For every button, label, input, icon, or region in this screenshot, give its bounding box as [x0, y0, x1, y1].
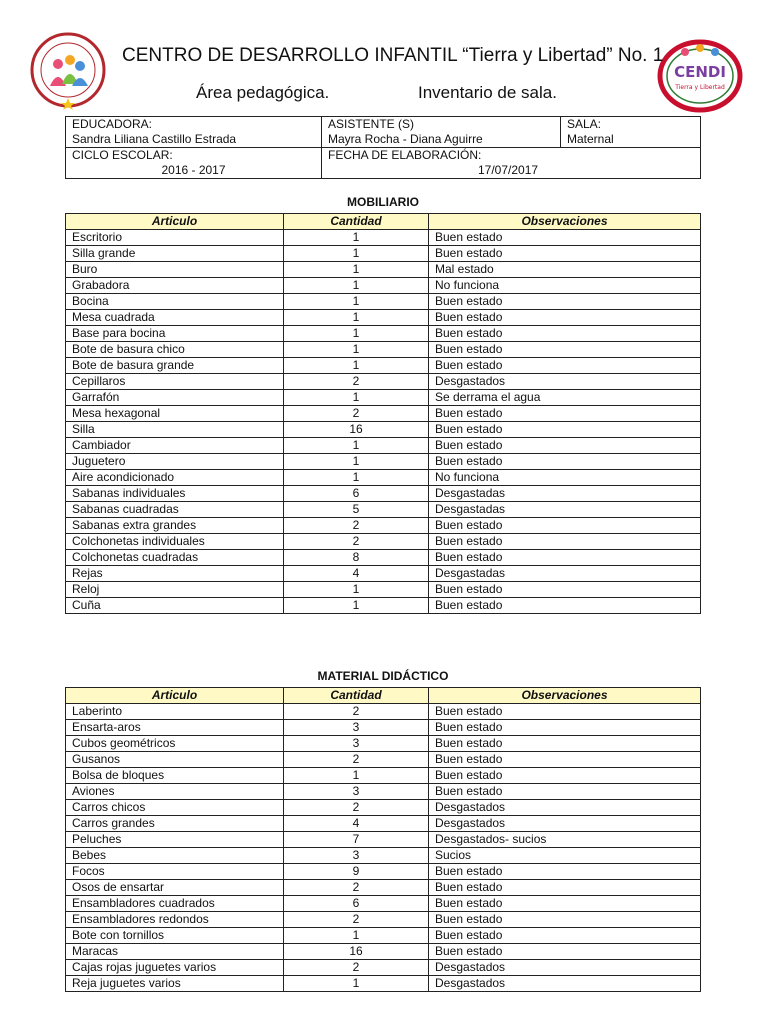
- cell-cantidad: 3: [284, 784, 429, 800]
- cell-observaciones: Buen estado: [429, 294, 701, 310]
- cell-observaciones: Buen estado: [429, 598, 701, 614]
- table-header-row: [66, 214, 701, 230]
- table-row: [66, 470, 701, 486]
- cell-cantidad: 3: [284, 720, 429, 736]
- cell-articulo: Ensarta-aros: [66, 720, 284, 736]
- cendi-logo: [655, 34, 745, 114]
- table-row: [66, 358, 701, 374]
- cell-cantidad: 1: [284, 390, 429, 406]
- cell-articulo: Bote de basura chico: [66, 342, 284, 358]
- cell-cantidad: 1: [284, 342, 429, 358]
- table-row: [66, 912, 701, 928]
- table-row: [66, 390, 701, 406]
- table-row: [66, 278, 701, 294]
- cell-cantidad: 1: [284, 358, 429, 374]
- cell-articulo: Grabadora: [66, 278, 284, 294]
- cell-observaciones: Desgastados- sucios: [429, 832, 701, 848]
- cell-observaciones: Desgastados: [429, 960, 701, 976]
- cell-observaciones: Buen estado: [429, 550, 701, 566]
- cell-observaciones: Buen estado: [429, 310, 701, 326]
- cell-cantidad: 1: [284, 310, 429, 326]
- cell-articulo: Cambiador: [66, 438, 284, 454]
- cell-articulo: Buro: [66, 262, 284, 278]
- institute-seal-logo: [28, 30, 108, 110]
- mobiliario-table: [65, 213, 701, 614]
- material-title: MATERIAL DIDÁCTICO: [317, 669, 449, 683]
- table-header-row: [66, 688, 701, 704]
- cell-observaciones: Desgastados: [429, 976, 701, 992]
- cell-articulo: Bocina: [66, 294, 284, 310]
- cendi-logo-text: CENDI: [674, 63, 726, 81]
- cell-articulo: Ensambladores cuadrados: [66, 896, 284, 912]
- cell-observaciones: No funciona: [429, 470, 701, 486]
- cell-articulo: Cajas rojas juguetes varios: [66, 960, 284, 976]
- cell-observaciones: Buen estado: [429, 752, 701, 768]
- cell-articulo: Base para bocina: [66, 326, 284, 342]
- table-row: [66, 704, 701, 720]
- cell-observaciones: Buen estado: [429, 880, 701, 896]
- cell-articulo: Bolsa de bloques: [66, 768, 284, 784]
- ciclo-label: CICLO ESCOLAR:: [72, 148, 173, 162]
- cell-cantidad: 1: [284, 294, 429, 310]
- cell-observaciones: Buen estado: [429, 326, 701, 342]
- table-row: [66, 582, 701, 598]
- header-articulo: Articulo: [66, 688, 284, 704]
- table-row: [66, 550, 701, 566]
- cell-articulo: Rejas: [66, 566, 284, 582]
- cell-articulo: Cepillaros: [66, 374, 284, 390]
- table-row: [66, 928, 701, 944]
- cell-observaciones: Buen estado: [429, 928, 701, 944]
- asistente-value: Mayra Rocha - Diana Aguirre: [328, 132, 483, 146]
- cell-cantidad: 2: [284, 752, 429, 768]
- cell-articulo: Bote con tornillos: [66, 928, 284, 944]
- cell-observaciones: Mal estado: [429, 262, 701, 278]
- cell-cantidad: 8: [284, 550, 429, 566]
- cell-cantidad: 1: [284, 262, 429, 278]
- cell-articulo: Cubos geométricos: [66, 736, 284, 752]
- cell-observaciones: Buen estado: [429, 582, 701, 598]
- cell-articulo: Cuña: [66, 598, 284, 614]
- table-row: [66, 784, 701, 800]
- cell-observaciones: Buen estado: [429, 912, 701, 928]
- table-row: [66, 752, 701, 768]
- cell-articulo: Focos: [66, 864, 284, 880]
- table-row: [66, 342, 701, 358]
- ciclo-value: 2016 - 2017: [161, 163, 226, 177]
- cell-articulo: Colchonetas individuales: [66, 534, 284, 550]
- cell-cantidad: 3: [284, 848, 429, 864]
- cell-cantidad: 2: [284, 880, 429, 896]
- table-row: [66, 566, 701, 582]
- cell-cantidad: 7: [284, 832, 429, 848]
- cell-observaciones: Buen estado: [429, 896, 701, 912]
- sala-label: SALA:: [567, 117, 602, 131]
- cell-cantidad: 3: [284, 736, 429, 752]
- header-cantidad: Cantidad: [284, 214, 429, 230]
- subtitle: [196, 83, 557, 103]
- header-observaciones: Observaciones: [429, 214, 701, 230]
- table-row: [66, 800, 701, 816]
- table-row: [66, 896, 701, 912]
- table-row: [66, 310, 701, 326]
- cell-articulo: Bebes: [66, 848, 284, 864]
- cell-articulo: Peluches: [66, 832, 284, 848]
- cell-cantidad: 2: [284, 912, 429, 928]
- table-row: [66, 374, 701, 390]
- table-row: [66, 246, 701, 262]
- cell-articulo: Osos de ensartar: [66, 880, 284, 896]
- cell-observaciones: Buen estado: [429, 438, 701, 454]
- table-row: [66, 944, 701, 960]
- table-row: [66, 534, 701, 550]
- cell-articulo: Garrafón: [66, 390, 284, 406]
- cell-cantidad: 16: [284, 944, 429, 960]
- table-row: [66, 832, 701, 848]
- cell-observaciones: Buen estado: [429, 358, 701, 374]
- cell-articulo: Colchonetas cuadradas: [66, 550, 284, 566]
- info-table: [65, 116, 701, 179]
- table-row: [66, 262, 701, 278]
- cell-observaciones: Buen estado: [429, 720, 701, 736]
- cell-cantidad: 4: [284, 566, 429, 582]
- table-row: [66, 518, 701, 534]
- cell-articulo: Mesa hexagonal: [66, 406, 284, 422]
- cendi-logo-subtext: Tierra y Libertad: [675, 84, 725, 91]
- cell-cantidad: 2: [284, 960, 429, 976]
- cell-articulo: Juguetero: [66, 454, 284, 470]
- cell-cantidad: 1: [284, 582, 429, 598]
- cell-cantidad: 2: [284, 704, 429, 720]
- ciclo-cell: [66, 148, 322, 179]
- cell-cantidad: 1: [284, 230, 429, 246]
- table-row: [66, 454, 701, 470]
- cell-observaciones: Buen estado: [429, 704, 701, 720]
- table-row: [66, 438, 701, 454]
- cell-articulo: Sabanas individuales: [66, 486, 284, 502]
- table-row: [66, 720, 701, 736]
- fecha-cell: [322, 148, 701, 179]
- cell-cantidad: 2: [284, 374, 429, 390]
- cell-observaciones: Buen estado: [429, 534, 701, 550]
- cell-articulo: Carros chicos: [66, 800, 284, 816]
- table-row: [66, 736, 701, 752]
- cell-cantidad: 2: [284, 518, 429, 534]
- sala-value: Maternal: [567, 132, 614, 146]
- cell-articulo: Reja juguetes varios: [66, 976, 284, 992]
- table-row: [66, 294, 701, 310]
- cell-observaciones: Buen estado: [429, 518, 701, 534]
- cell-cantidad: 4: [284, 816, 429, 832]
- cell-observaciones: Buen estado: [429, 864, 701, 880]
- cell-cantidad: 16: [284, 422, 429, 438]
- cell-cantidad: 2: [284, 800, 429, 816]
- cell-observaciones: Buen estado: [429, 768, 701, 784]
- cell-observaciones: Buen estado: [429, 406, 701, 422]
- educadora-label: EDUCADORA:: [72, 117, 153, 131]
- cell-observaciones: No funciona: [429, 278, 701, 294]
- page-title: CENTRO DE DESARROLLO INFANTIL “Tierra y Libertad” No. 1: [122, 45, 664, 66]
- cell-articulo: Carros grandes: [66, 816, 284, 832]
- cell-observaciones: Buen estado: [429, 246, 701, 262]
- fecha-label: FECHA DE ELABORACIÓN:: [328, 148, 482, 162]
- cell-cantidad: 1: [284, 598, 429, 614]
- cell-cantidad: 1: [284, 246, 429, 262]
- mobiliario-title: MOBILIARIO: [347, 195, 419, 209]
- cell-observaciones: Buen estado: [429, 784, 701, 800]
- table-row: [66, 406, 701, 422]
- cell-observaciones: Desgastados: [429, 374, 701, 390]
- sala-cell: [561, 117, 701, 148]
- cell-articulo: Aire acondicionado: [66, 470, 284, 486]
- cell-cantidad: 2: [284, 406, 429, 422]
- educadora-value: Sandra Liliana Castillo Estrada: [72, 132, 237, 146]
- cell-cantidad: 5: [284, 502, 429, 518]
- cell-observaciones: Sucios: [429, 848, 701, 864]
- table-row: [66, 502, 701, 518]
- cell-cantidad: 1: [284, 976, 429, 992]
- table-row: [66, 816, 701, 832]
- cell-observaciones: Buen estado: [429, 422, 701, 438]
- area-label: Área pedagógica.: [196, 83, 330, 102]
- table-row: [66, 326, 701, 342]
- cell-cantidad: 1: [284, 326, 429, 342]
- header-cantidad: Cantidad: [284, 688, 429, 704]
- cell-cantidad: 2: [284, 534, 429, 550]
- material-table: [65, 687, 701, 992]
- cell-articulo: Sabanas cuadradas: [66, 502, 284, 518]
- cell-articulo: Bote de basura grande: [66, 358, 284, 374]
- table-row: [66, 598, 701, 614]
- cell-articulo: Escritorio: [66, 230, 284, 246]
- cell-cantidad: 1: [284, 768, 429, 784]
- cell-cantidad: 1: [284, 278, 429, 294]
- table-row: [66, 880, 701, 896]
- cell-observaciones: Desgastados: [429, 800, 701, 816]
- cell-articulo: Ensambladores redondos: [66, 912, 284, 928]
- cell-articulo: Reloj: [66, 582, 284, 598]
- table-row: [66, 422, 701, 438]
- table-row: [66, 960, 701, 976]
- cell-cantidad: 1: [284, 438, 429, 454]
- cell-observaciones: Desgastadas: [429, 486, 701, 502]
- cell-observaciones: Desgastadas: [429, 566, 701, 582]
- cell-observaciones: Buen estado: [429, 944, 701, 960]
- table-row: [66, 976, 701, 992]
- cell-observaciones: Se derrama el agua: [429, 390, 701, 406]
- cell-articulo: Mesa cuadrada: [66, 310, 284, 326]
- table-row: [66, 768, 701, 784]
- cell-cantidad: 9: [284, 864, 429, 880]
- cell-observaciones: Buen estado: [429, 230, 701, 246]
- asistente-cell: [322, 117, 561, 148]
- cell-observaciones: Buen estado: [429, 454, 701, 470]
- cell-observaciones: Desgastados: [429, 816, 701, 832]
- cell-observaciones: Desgastadas: [429, 502, 701, 518]
- table-row: [66, 864, 701, 880]
- table-row: [66, 230, 701, 246]
- cell-articulo: Silla: [66, 422, 284, 438]
- cell-cantidad: 1: [284, 454, 429, 470]
- document-label: Inventario de sala.: [418, 83, 557, 102]
- cell-articulo: Aviones: [66, 784, 284, 800]
- cell-cantidad: 6: [284, 896, 429, 912]
- cell-cantidad: 1: [284, 928, 429, 944]
- header-observaciones: Observaciones: [429, 688, 701, 704]
- table-row: [66, 486, 701, 502]
- table-row: [66, 848, 701, 864]
- cell-cantidad: 6: [284, 486, 429, 502]
- cell-cantidad: 1: [284, 470, 429, 486]
- header-articulo: Articulo: [66, 214, 284, 230]
- fecha-value: 17/07/2017: [478, 163, 539, 177]
- cell-observaciones: Buen estado: [429, 736, 701, 752]
- cell-articulo: Gusanos: [66, 752, 284, 768]
- cell-articulo: Sabanas extra grandes: [66, 518, 284, 534]
- educadora-cell: [66, 117, 322, 148]
- asistente-label: ASISTENTE (S): [328, 117, 415, 131]
- cell-articulo: Laberinto: [66, 704, 284, 720]
- cell-observaciones: Buen estado: [429, 342, 701, 358]
- cell-articulo: Maracas: [66, 944, 284, 960]
- cell-articulo: Silla grande: [66, 246, 284, 262]
